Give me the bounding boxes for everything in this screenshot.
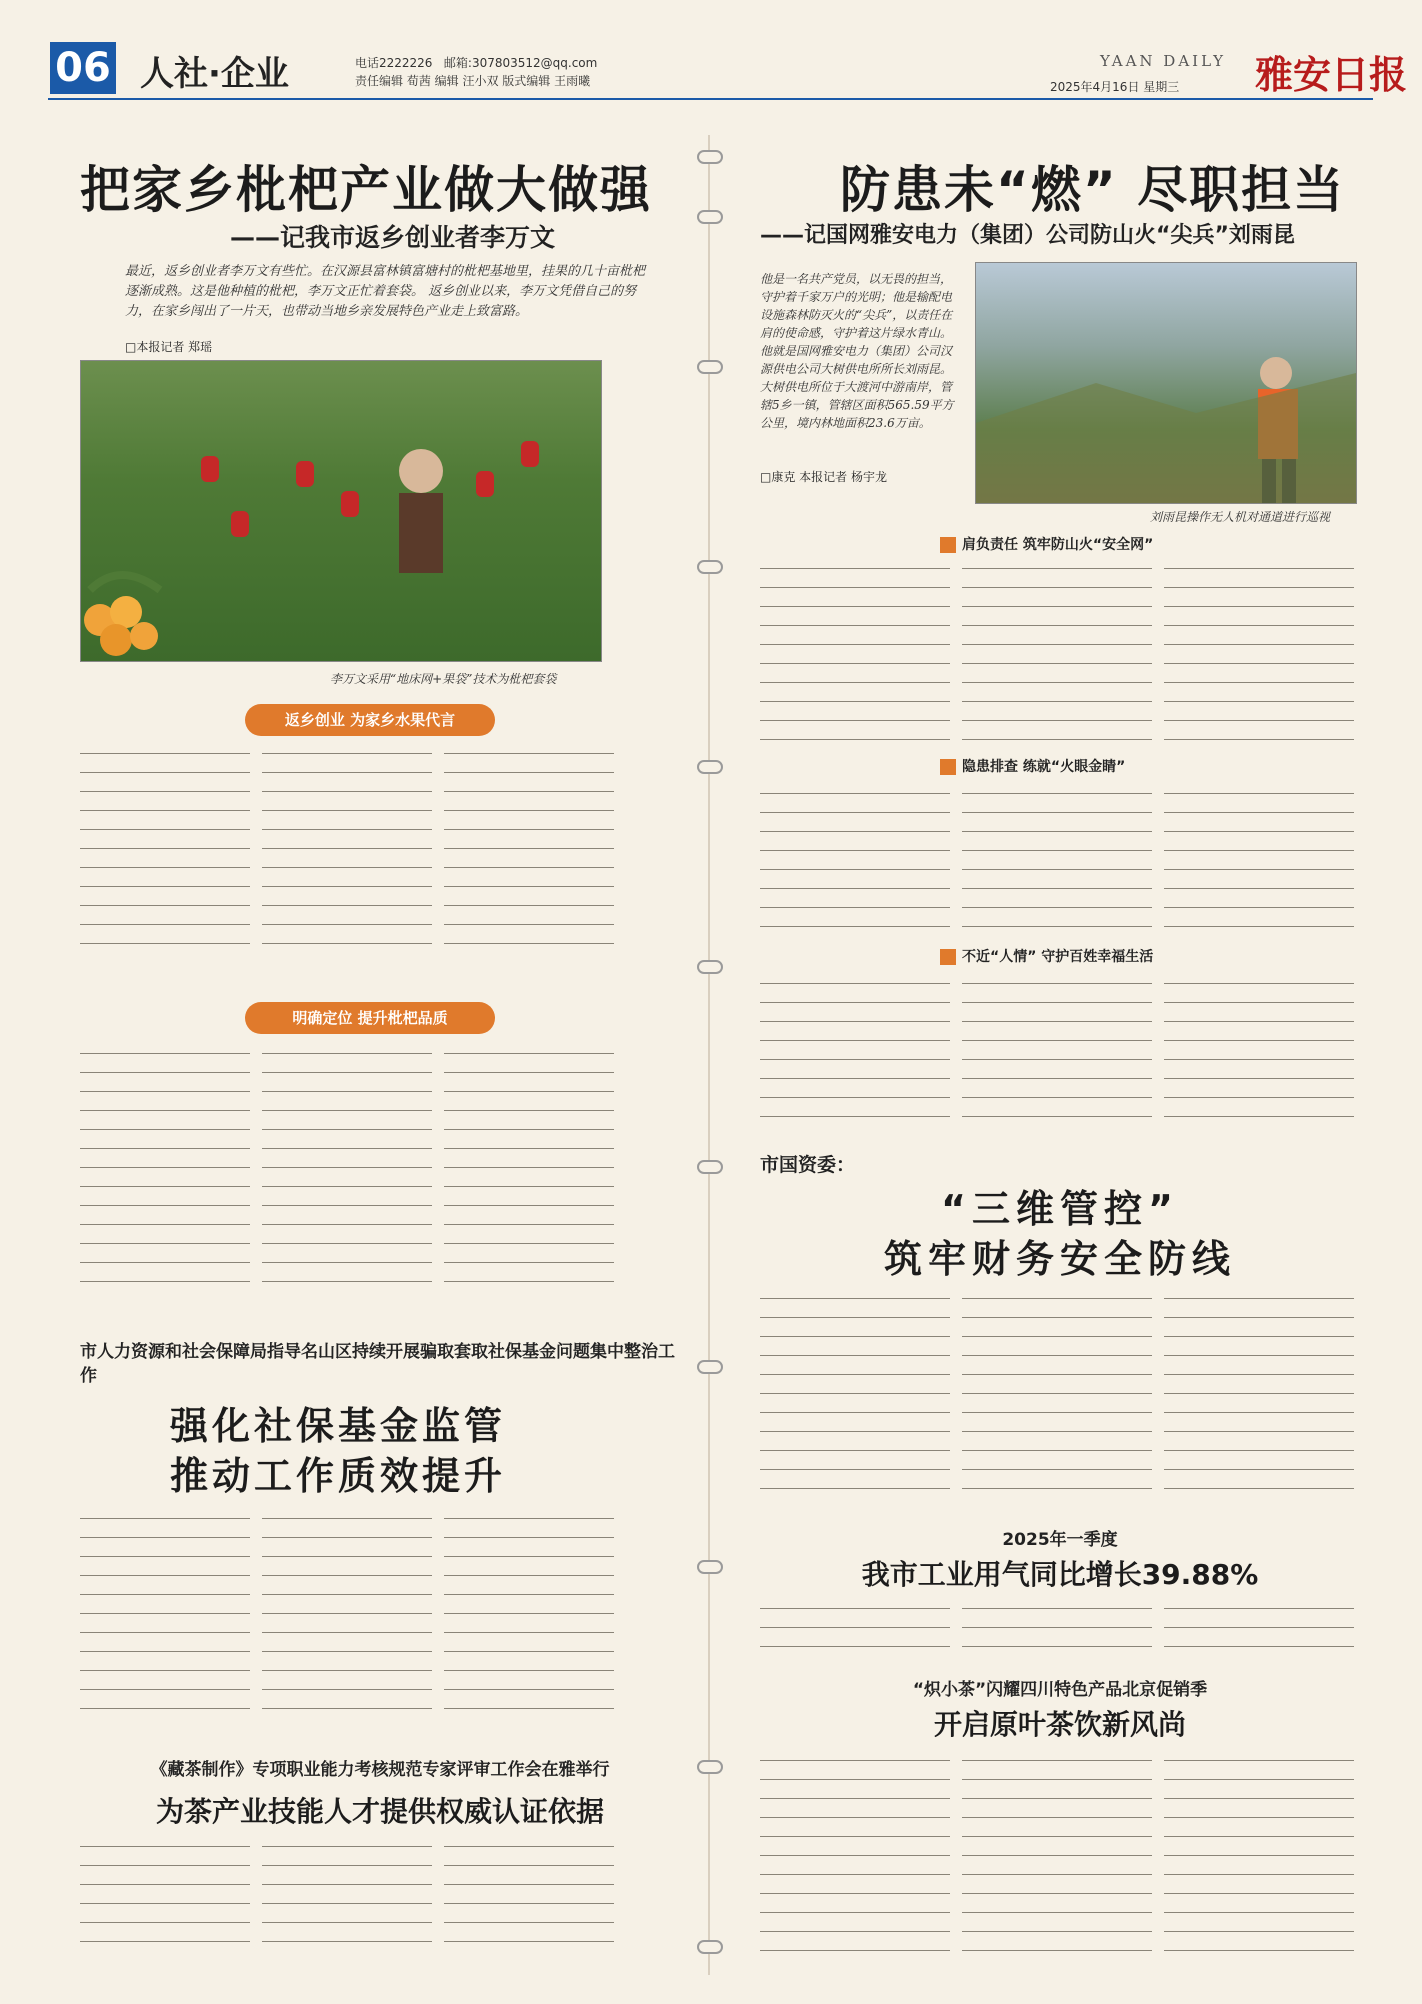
article1-body-column — [444, 745, 614, 945]
article1-body-column — [262, 745, 432, 945]
header-contact — [355, 54, 597, 90]
article2-section-heading-3: 不近“人情” 守护百姓幸福生活 — [940, 946, 1153, 966]
article5-body-column — [760, 1290, 950, 1490]
article3-body-column — [80, 1510, 250, 1720]
article6-body-column — [760, 1600, 950, 1660]
article5-title-line1: “三维管控” — [941, 1187, 1179, 1231]
issue-date: 2025年4月16日 星期三 — [1050, 80, 1180, 94]
article2-subtitle: ——记国网雅安电力（集团）公司防山火“尖兵”刘雨昆 — [760, 223, 1295, 248]
article6-kicker: 2025年一季度 — [1002, 1530, 1118, 1550]
article2-body-column — [962, 560, 1152, 740]
article2-body-column — [1164, 975, 1354, 1125]
article2-body-column — [760, 560, 950, 740]
email: 邮箱:307803512@qq.com — [443, 56, 598, 70]
article3-body-column — [262, 1510, 432, 1720]
article1-body-column — [262, 1045, 432, 1295]
drone-operator-illustration — [976, 263, 1356, 503]
article7-body-column — [1164, 1752, 1354, 1952]
article2-body-column — [1164, 560, 1354, 740]
article3-title-line2: 推动工作质效提升 — [170, 1454, 507, 1498]
article4-body-column — [262, 1838, 432, 1958]
article1-lead: 最近，返乡创业者李万文有些忙。在汉源县富林镇富塘村的枇杷基地里，挂果的几十亩枇杷逐渐成熟。这是他种植的枇杷，李万文正忙着套袋。 返乡创业以来，李万文凭借自己的努力，在家乡闯出了一片天，也带动当地乡亲发展特色产业走上致富路。 — [125, 264, 646, 319]
article2-lead: 他是一名共产党员，以无畏的担当，守护着千家万户的光明；他是输配电设施森林防灭火的“尖兵”，以责任在肩的使命感，守护着这片绿水青山。他就是国网雅安电力（集团）公司汉源供电公司大树供电所所长刘雨昆。 大树供电所位于大渡河中游南岸，管辖5乡一镇，管辖区面积565.59平方公里，境内林地面积23.6万亩。 — [760, 272, 954, 430]
article5-title-line2: 筑牢财务安全防线 — [883, 1237, 1236, 1281]
binder-ring — [697, 1560, 723, 1574]
article2-byline: □康克 本报记者 杨宇龙 — [760, 470, 887, 484]
article1-body-column — [80, 745, 250, 945]
binder-ring — [697, 960, 723, 974]
article7-title: 开启原叶茶饮新风尚 — [933, 1708, 1186, 1741]
article6-body-column — [1164, 1600, 1354, 1660]
section-title: 人社·企业 — [140, 54, 289, 94]
article1-subtitle: ——记我市返乡创业者李万文 — [230, 223, 556, 252]
article2-section-heading-2: 隐患排查 练就“火眼金睛” — [940, 756, 1125, 776]
article2-body-column — [1164, 785, 1354, 935]
loquat-fruit-illustration — [60, 560, 180, 670]
binder-ring — [697, 1360, 723, 1374]
article3-body-column — [444, 1510, 614, 1720]
binder-ring — [697, 210, 723, 224]
article7-body-column — [760, 1752, 950, 1952]
article2-photo — [975, 262, 1357, 504]
article5-body-column — [1164, 1290, 1354, 1490]
article4-body-column — [444, 1838, 614, 1958]
section-marker-icon — [940, 949, 956, 965]
article2-body-column — [962, 785, 1152, 935]
article2-section-heading-1: 肩负责任 筑牢防山火“安全网” — [940, 534, 1153, 554]
article4-title: 为茶产业技能人才提供权威认证依据 — [155, 1795, 604, 1828]
section-marker-icon — [940, 537, 956, 553]
binder-ring — [697, 1160, 723, 1174]
article3-kicker: 市人力资源和社会保障局指导名山区持续开展骗取套取社保基金问题集中整治工作 — [80, 1342, 675, 1386]
paper-logo: 雅安日报 — [1255, 52, 1408, 97]
article7-body-column — [962, 1752, 1152, 1952]
article1-body-column — [80, 1045, 250, 1295]
article1-byline: □本报记者 郑瑶 — [125, 340, 213, 354]
article4-body-column — [80, 1838, 250, 1958]
article1-section-heading-2: 明确定位 提升枇杷品质 — [245, 1002, 495, 1034]
editors: 责任编辑 荀茜 编辑 汪小双 版式编辑 王雨曦 — [355, 74, 591, 88]
paper-name-en: YAAN DAILY — [1100, 52, 1226, 70]
article5-kicker: 市国资委： — [760, 1154, 856, 1176]
phone: 电话2222226 — [355, 56, 433, 70]
binder-ring — [697, 360, 723, 374]
page-number: 06 — [50, 42, 116, 94]
article2-caption: 刘雨昆操作无人机对通道进行巡视 — [1150, 510, 1331, 524]
article2-body-column — [760, 975, 950, 1125]
article1-caption: 李万文采用“地床网+果袋”技术为枇杷套袋 — [330, 672, 557, 686]
article5-body-column — [962, 1290, 1152, 1490]
article2-title: 防患未“燃” 尽职担当 — [840, 161, 1346, 219]
article7-kicker: “炽小茶”闪耀四川特色产品北京促销季 — [912, 1680, 1208, 1700]
binder-ring — [697, 150, 723, 164]
binder-ring — [697, 1760, 723, 1774]
article2-body-column — [962, 975, 1152, 1125]
binder-ring — [697, 560, 723, 574]
section-marker-icon — [940, 759, 956, 775]
article3-title-line1: 强化社保基金监管 — [170, 1404, 507, 1448]
binder-ring — [697, 1940, 723, 1954]
binder-ring — [697, 760, 723, 774]
article6-title: 我市工业用气同比增长39.88% — [861, 1558, 1259, 1591]
header-rule — [48, 98, 1373, 100]
center-divider — [708, 135, 710, 1975]
article1-body-column — [444, 1045, 614, 1295]
article4-kicker: 《藏茶制作》专项职业能力考核规范专家评审工作会在雅举行 — [150, 1760, 610, 1780]
article2-body-column — [760, 785, 950, 935]
article6-body-column — [962, 1600, 1152, 1660]
article1-title: 把家乡枇杷产业做大做强 — [80, 161, 652, 219]
article1-section-heading-1: 返乡创业 为家乡水果代言 — [245, 704, 495, 736]
